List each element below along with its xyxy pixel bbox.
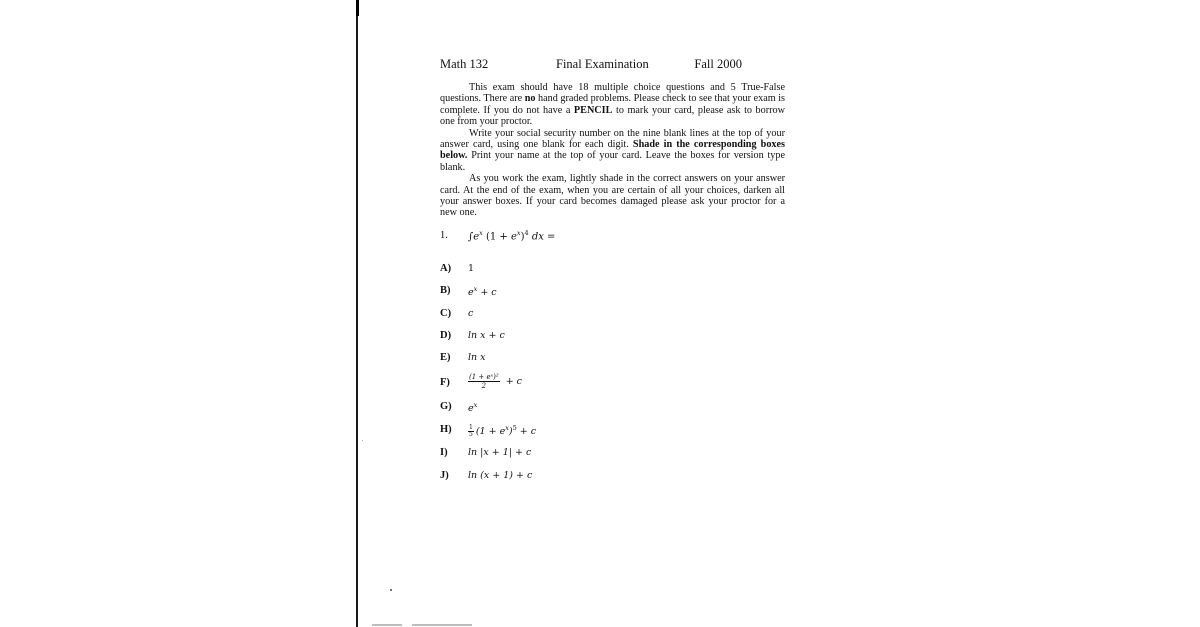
scan-artifact (372, 624, 402, 626)
choice-letter: D) (440, 330, 452, 341)
scan-speck (390, 589, 392, 591)
integral-sign: ∫ (468, 231, 474, 243)
exam-header (440, 57, 742, 71)
choice-letter: E) (440, 352, 451, 363)
choice-text: $\frac{1}{5}$ $(1 + e^x)^5 + c$ (469, 424, 537, 439)
fraction: $\frac{1}{5}$ (469, 424, 473, 439)
scan-speck (362, 440, 363, 441)
choice-letter: H) (440, 424, 452, 435)
choice-letter: B) (440, 285, 451, 296)
choice-text: ln x (468, 352, 486, 363)
choice-letter: F) (440, 377, 450, 388)
choice-letter: I) (440, 447, 448, 458)
choice-text: 1 (468, 263, 475, 274)
emphasis-pencil: PENCIL (573, 104, 613, 116)
choice-text: c (468, 308, 474, 319)
exam-title: Final Examination (556, 57, 649, 71)
choice-text: ln x + c (468, 330, 505, 341)
scan-mark (356, 0, 359, 16)
question-expression: $\int e^x$ $(1 + e^x)^4$ dx = (468, 229, 556, 243)
choice-text: $\frac{\text{(1 + eˣ)²}}{2}$ + c (469, 373, 522, 390)
question-number: 1. (440, 230, 448, 241)
emphasis-no: no (524, 93, 536, 105)
choice-text: ln |x + 1| + c (468, 447, 532, 458)
choice-text: $e^x + c$ (468, 285, 497, 299)
choice-letter: A) (440, 263, 452, 274)
instructions-paragraph-3: As you work the exam, lightly shade in the correct answers on your answer card. At the end of the exam, when you are certain of all your choices, darken all your answer boxes. If your card becomes damaged please ask your proctor for a new one. (440, 173, 785, 219)
exam-instructions (440, 82, 785, 219)
choice-text: $e^x$ (468, 401, 478, 415)
emphasis-shade: Shade in the corresponding boxes below. (440, 139, 785, 162)
scan-border (356, 0, 358, 627)
fraction: $\frac{\text{(1 + eˣ)²}}{2}$ (469, 373, 499, 390)
instructions-paragraph-2: Write your social security number on the nine blank lines at the top of your answer card, using one blank for each digit. Shade in the corresponding boxes below. Print your name at the top of your card. Leave the boxes for version type blank. (440, 127, 785, 173)
choice-letter: J) (440, 470, 449, 481)
choice-text: ln (x + 1) + c (468, 470, 533, 481)
choice-letter: G) (440, 401, 452, 412)
choice-letter: C) (440, 308, 452, 319)
scan-artifact (412, 624, 472, 626)
course-title: Math 132 (440, 57, 489, 71)
instructions-paragraph-1: This exam should have 18 multiple choice questions and 5 True-False questions. There are no hand graded problems. Please check to see that your exam is complete. If you do not have a PENCIL to mark your card, please ask to borrow one from your proctor. (440, 82, 785, 128)
exam-term: Fall 2000 (694, 57, 742, 71)
